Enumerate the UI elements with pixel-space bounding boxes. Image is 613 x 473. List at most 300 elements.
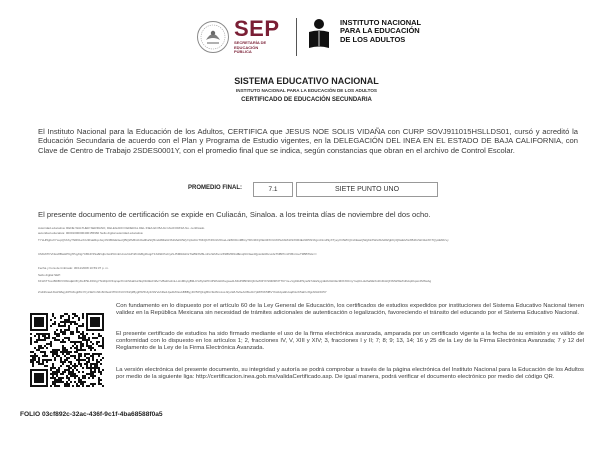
qr-module <box>102 343 104 345</box>
qr-module <box>60 357 62 359</box>
qr-module <box>40 347 42 349</box>
qr-module <box>94 369 96 371</box>
qr-module <box>52 355 54 357</box>
qr-module <box>54 337 56 339</box>
qr-module <box>78 319 80 321</box>
qr-module <box>94 363 96 365</box>
qr-module <box>66 329 68 331</box>
qr-module <box>62 321 64 323</box>
qr-module <box>72 373 74 375</box>
qr-module <box>62 373 64 375</box>
qr-module <box>44 353 46 355</box>
qr-module <box>44 333 46 335</box>
qr-module <box>82 381 84 383</box>
qr-module <box>80 325 82 327</box>
qr-module <box>88 377 90 379</box>
qr-module <box>78 349 80 351</box>
qr-module <box>66 375 68 377</box>
document-titles <box>0 76 613 105</box>
qr-module <box>30 337 32 339</box>
qr-module <box>78 325 80 327</box>
qr-module <box>80 359 82 361</box>
qr-module <box>58 339 60 341</box>
qr-module <box>62 349 64 351</box>
stamp-date: Fecha y hora de timbrado: 30/11/2008 10:59:37 p. m. <box>38 266 109 270</box>
qr-module <box>34 335 36 337</box>
qr-module <box>74 365 76 367</box>
qr-module <box>44 359 46 361</box>
qr-module <box>64 319 66 321</box>
qr-module <box>56 371 58 373</box>
qr-module <box>56 351 58 353</box>
qr-module <box>80 381 82 383</box>
qr-module <box>82 339 84 341</box>
qr-module <box>80 379 82 381</box>
qr-module <box>102 369 104 371</box>
qr-module <box>60 373 62 375</box>
qr-module <box>96 341 98 343</box>
qr-module <box>34 353 36 355</box>
qr-module <box>54 359 56 361</box>
qr-module <box>38 359 40 361</box>
qr-module <box>62 325 64 327</box>
qr-module <box>100 359 102 361</box>
qr-module <box>82 371 84 373</box>
final-grade-words: SIETE PUNTO UNO <box>296 182 438 197</box>
qr-module <box>98 361 100 363</box>
qr-module <box>90 355 92 357</box>
qr-module <box>76 345 78 347</box>
qr-module <box>72 331 74 333</box>
qr-module <box>40 363 42 365</box>
qr-module <box>102 337 104 339</box>
qr-module <box>100 373 102 375</box>
qr-module <box>54 331 56 333</box>
qr-module <box>98 333 100 335</box>
qr-module <box>72 385 74 387</box>
qr-module <box>50 325 52 327</box>
qr-module <box>66 383 68 385</box>
qr-module <box>66 365 68 367</box>
qr-module <box>98 355 100 357</box>
qr-module <box>78 377 80 379</box>
qr-module <box>88 361 90 363</box>
qr-module <box>66 369 68 371</box>
qr-module <box>54 379 56 381</box>
qr-module <box>44 365 46 367</box>
qr-module <box>82 315 84 317</box>
qr-module <box>54 377 56 379</box>
qr-module <box>68 319 70 321</box>
qr-module <box>56 385 58 387</box>
qr-module <box>52 381 54 383</box>
qr-module <box>64 371 66 373</box>
qr-module <box>84 363 86 365</box>
qr-module <box>78 363 80 365</box>
qr-module <box>68 385 70 387</box>
qr-module <box>64 347 66 349</box>
qr-module <box>50 369 52 371</box>
qr-module <box>78 357 80 359</box>
qr-module <box>66 351 68 353</box>
qr-module <box>32 365 34 367</box>
qr-module <box>62 363 64 365</box>
qr-module <box>68 353 70 355</box>
qr-module <box>38 361 40 363</box>
qr-module <box>70 371 72 373</box>
qr-module <box>42 359 44 361</box>
qr-module <box>92 353 94 355</box>
qr-module <box>34 341 36 343</box>
qr-module <box>102 347 104 349</box>
qr-module <box>38 349 40 351</box>
qr-module <box>68 325 70 327</box>
qr-module <box>32 355 34 357</box>
qr-module <box>98 379 100 381</box>
qr-module <box>54 371 56 373</box>
qr-module <box>44 335 46 337</box>
qr-module <box>78 381 80 383</box>
qr-module <box>60 331 62 333</box>
qr-module <box>66 359 68 361</box>
qr-module <box>94 365 96 367</box>
qr-module <box>78 317 80 319</box>
qr-module <box>76 383 78 385</box>
qr-module <box>62 371 64 373</box>
qr-module <box>62 353 64 355</box>
qr-module <box>78 335 80 337</box>
qr-module <box>86 373 88 375</box>
qr-module <box>74 355 76 357</box>
qr-module <box>88 359 90 361</box>
qr-module <box>100 371 102 373</box>
logo-divider <box>296 18 297 56</box>
qr-module <box>68 327 70 329</box>
qr-module <box>62 315 64 317</box>
qr-module <box>86 365 88 367</box>
sep-eagle-seal-icon <box>196 20 230 54</box>
qr-module <box>62 333 64 335</box>
qr-module <box>78 341 80 343</box>
qr-module <box>52 353 54 355</box>
qr-module <box>44 339 46 341</box>
qr-module <box>80 349 82 351</box>
qr-module <box>74 347 76 349</box>
qr-module <box>70 333 72 335</box>
qr-module <box>60 329 62 331</box>
qr-module <box>72 365 74 367</box>
qr-module <box>38 363 40 365</box>
qr-module <box>90 347 92 349</box>
qr-module <box>54 321 56 323</box>
qr-module <box>72 333 74 335</box>
qr-module <box>82 317 84 319</box>
qr-module <box>92 367 94 369</box>
qr-module <box>36 349 38 351</box>
qr-module <box>82 343 84 345</box>
qr-module <box>90 341 92 343</box>
qr-module <box>56 369 58 371</box>
qr-module <box>90 369 92 371</box>
qr-module <box>50 367 52 369</box>
qr-module <box>94 353 96 355</box>
qr-module <box>74 323 76 325</box>
final-grade-number: 7.1 <box>253 182 293 197</box>
qr-module <box>78 337 80 339</box>
qr-module <box>34 347 36 349</box>
qr-module <box>102 345 104 347</box>
qr-module <box>100 353 102 355</box>
qr-module <box>92 377 94 379</box>
qr-module <box>70 363 72 365</box>
qr-module <box>96 363 98 365</box>
qr-module <box>58 335 60 337</box>
qr-module <box>96 359 98 361</box>
qr-module <box>30 339 32 341</box>
qr-module <box>52 363 54 365</box>
authority-digital-seal-cont: CMG6TFVNwx8BwHP9g7PqyDg7CB1IP4Sa8rGjbcGs35UmbUnxuNsPnfh4GBg3GqpT1XdfkhPwCyZLJ5MRdsDsTIeB9XM6LnZxvWs6vmr6SBfZ9hbdfExqhIC3ae4QpsnEt3bcuvfeTNBPhmPzBnrmeT9BBTl2e== <box>38 252 317 256</box>
qr-module <box>96 343 98 345</box>
qr-module <box>92 383 94 385</box>
qr-module <box>64 359 66 361</box>
qr-module <box>78 355 80 357</box>
qr-module <box>80 363 82 365</box>
qr-module <box>64 385 66 387</box>
qr-module <box>94 371 96 373</box>
qr-module <box>42 351 44 353</box>
qr-module <box>98 335 100 337</box>
qr-module <box>88 373 90 375</box>
qr-module <box>92 371 94 373</box>
qr-module <box>70 351 72 353</box>
qr-module <box>70 361 72 363</box>
qr-module <box>68 369 70 371</box>
qr-module <box>78 371 80 373</box>
qr-module <box>74 343 76 345</box>
qr-module <box>60 365 62 367</box>
qr-module <box>86 353 88 355</box>
qr-module <box>50 377 52 379</box>
qr-module <box>84 375 86 377</box>
qr-module <box>58 381 60 383</box>
qr-module <box>70 331 72 333</box>
qr-module <box>92 343 94 345</box>
qr-module <box>60 351 62 353</box>
qr-module <box>76 327 78 329</box>
qr-module <box>54 339 56 341</box>
qr-module <box>48 335 50 337</box>
qr-module <box>52 375 54 377</box>
final-grade-label: PROMEDIO FINAL: <box>188 185 242 191</box>
qr-module <box>64 337 66 339</box>
qr-module <box>52 365 54 367</box>
qr-module <box>58 377 60 379</box>
qr-module <box>62 341 64 343</box>
qr-module <box>98 371 100 373</box>
qr-module <box>50 373 52 375</box>
qr-module <box>76 349 78 351</box>
qr-module <box>98 341 100 343</box>
qr-module <box>82 331 84 333</box>
qr-module <box>58 323 60 325</box>
qr-module <box>86 345 88 347</box>
qr-module <box>86 367 88 369</box>
qr-module <box>94 375 96 377</box>
qr-module <box>76 329 78 331</box>
qr-module <box>60 341 62 343</box>
authority-digital-seal: TYsHI5gbsXYxepQhXAyTNR61eXrH3FakRqcJwyzN3BtGE3eoQBQWvBrAbOa0KaSQ5mdd8ZaGNS1MeKRWy7q3oDmT9KQb7NhN1h/FGeLcE5KIDn4lBGyTDhr3hFjrhEi3ZXOUiXPtubbMnbSX6R4Ec9D5hNXgm01mZ9yXTyeyXr3WFQCxhEasQWgKkXWwXkhd6ZgbKjrQ9wEiv5sXB4KcWc3ukXhTQyAE6Krvy <box>38 238 449 242</box>
qr-module <box>102 357 104 359</box>
qr-module <box>52 323 54 325</box>
qr-module <box>70 381 72 383</box>
qr-module <box>44 337 46 339</box>
qr-module <box>76 369 78 371</box>
qr-module <box>66 381 68 383</box>
qr-module <box>96 365 98 367</box>
qr-module <box>84 335 86 337</box>
institute-title: INSTITUTO NACIONAL PARA LA EDUCACIÓN DE LOS ADULTOS <box>236 88 377 93</box>
qr-module <box>84 355 86 357</box>
qr-module <box>86 357 88 359</box>
qr-module <box>64 329 66 331</box>
qr-module <box>58 355 60 357</box>
qr-module <box>98 345 100 347</box>
qr-module <box>60 359 62 361</box>
qr-module <box>58 325 60 327</box>
qr-module <box>66 385 68 387</box>
qr-module <box>88 337 90 339</box>
qr-module <box>64 355 66 357</box>
qr-module <box>50 385 52 387</box>
qr-module <box>92 333 94 335</box>
qr-module <box>56 375 58 377</box>
qr-module <box>80 341 82 343</box>
qr-module <box>72 317 74 319</box>
qr-module <box>58 349 60 351</box>
qr-module <box>70 323 72 325</box>
qr-module <box>54 323 56 325</box>
qr-module <box>30 355 32 357</box>
qr-module <box>80 343 82 345</box>
qr-module <box>92 355 94 357</box>
qr-module <box>88 385 90 387</box>
qr-module <box>52 377 54 379</box>
qr-module <box>54 381 56 383</box>
qr-module <box>60 315 62 317</box>
qr-module <box>42 355 44 357</box>
qr-module <box>38 339 40 341</box>
qr-module <box>86 363 88 365</box>
qr-module <box>68 337 70 339</box>
qr-module <box>102 385 104 387</box>
qr-module <box>62 347 64 349</box>
qr-module <box>82 337 84 339</box>
qr-module <box>68 379 70 381</box>
qr-module <box>76 341 78 343</box>
qr-module <box>72 375 74 377</box>
qr-module <box>36 339 38 341</box>
qr-module <box>98 367 100 369</box>
qr-module <box>54 317 56 319</box>
qr-module <box>58 369 60 371</box>
qr-module <box>74 373 76 375</box>
qr-module <box>76 359 78 361</box>
qr-module <box>46 355 48 357</box>
verification-qr-code[interactable] <box>30 313 104 387</box>
qr-module <box>84 359 86 361</box>
qr-module <box>64 351 66 353</box>
qr-module <box>72 341 74 343</box>
qr-module <box>76 365 78 367</box>
qr-module <box>80 353 82 355</box>
qr-module <box>36 355 38 357</box>
qr-module <box>66 357 68 359</box>
qr-module <box>90 363 92 365</box>
qr-module <box>52 313 54 315</box>
qr-module <box>36 361 38 363</box>
qr-module <box>60 377 62 379</box>
qr-module <box>32 359 34 361</box>
qr-module <box>64 341 66 343</box>
qr-module <box>52 371 54 373</box>
qr-module <box>90 371 92 373</box>
qr-module <box>94 383 96 385</box>
qr-module <box>54 349 56 351</box>
legal-validity-paragraph: Con fundamento en lo dispuesto por el artículo 60 de la Ley General de Educación, los certificados de estudios expedidos por instituciones del Sistema Educativo Nacional tienen validez en la República Mexicana sin necesidad de trámites adicionales de autenticación o legalización, favoreciendo el tránsito del educando por el Sistema Educativo Nacional. <box>116 303 584 317</box>
qr-module <box>84 377 86 379</box>
qr-module <box>42 363 44 365</box>
qr-module <box>82 359 84 361</box>
qr-module <box>42 335 44 337</box>
qr-module <box>88 339 90 341</box>
qr-module <box>72 371 74 373</box>
qr-module <box>80 337 82 339</box>
qr-module <box>56 381 58 383</box>
qr-module <box>46 337 48 339</box>
qr-module <box>44 351 46 353</box>
qr-module <box>46 359 48 361</box>
qr-module <box>44 345 46 347</box>
qr-module <box>98 369 100 371</box>
qr-module <box>96 367 98 369</box>
qr-module <box>48 333 50 335</box>
qr-module <box>66 337 68 339</box>
qr-module <box>48 337 50 339</box>
qr-module <box>52 373 54 375</box>
qr-module <box>30 361 32 363</box>
qr-module <box>66 349 68 351</box>
folio-number: FOLIO 03cf892c-32ac-436f-9c1f-4ba68588f0a5 <box>20 411 163 418</box>
qr-module <box>30 333 32 335</box>
sep-digital-seal-cont: Zn4ithraaJJGsIS8ejyfcP6JfogfZGYfryz3krfmh6v6ObusNTKDXUVVKZpfBygP6z5Uly4r9hrVehRe2JpeDZ3ssABBByyDV5PQ1tgBUzIkdNm1uxJ2yoWL5v6eAO8LAbYpRPKfb5lBVYbs0Apa9UsqdNurK5aFUJfgrAl9dz9z5Y <box>38 290 327 294</box>
qr-module <box>64 313 66 315</box>
issue-statement: El presente documento de certificación se expide en Culiacán, Sinaloa. a los treinta días de noviembre del dos ocho. <box>38 210 431 219</box>
qr-module <box>46 365 48 367</box>
qr-module <box>68 383 70 385</box>
qr-module <box>68 377 70 379</box>
sep-seal-label: Sello digital SEP: <box>38 273 62 277</box>
qr-module <box>92 359 94 361</box>
qr-module <box>76 347 78 349</box>
qr-module <box>64 369 66 371</box>
qr-module <box>64 321 66 323</box>
qr-module <box>82 377 84 379</box>
qr-module <box>86 339 88 341</box>
qr-module <box>88 345 90 347</box>
qr-module <box>66 321 68 323</box>
qr-module <box>30 343 32 345</box>
qr-module <box>48 359 50 361</box>
